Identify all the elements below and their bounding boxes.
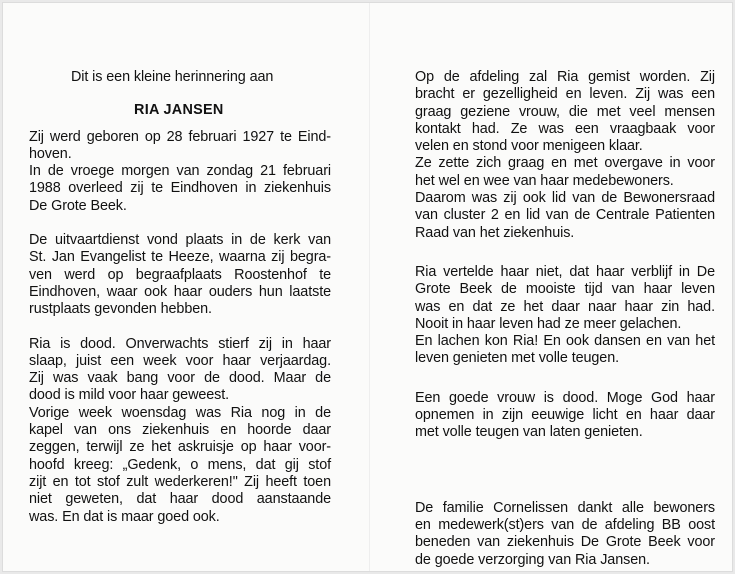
text-line: opnemen in zijn eeuwige licht en haar daar bbox=[415, 407, 715, 424]
text-line: De Grote Beek. bbox=[29, 197, 127, 214]
memorial-card bbox=[2, 2, 733, 572]
text-line: hoofd kreeg: „Gedenk, o mens, dat gij stof bbox=[29, 456, 331, 473]
text-line: kapel van ons ziekenhuis en hoorde daar bbox=[29, 422, 331, 439]
text-line: beneden van ziekenhuis De Grote Beek voor bbox=[415, 534, 715, 551]
left-page bbox=[29, 61, 331, 526]
funeral-paragraph bbox=[29, 232, 331, 318]
text-line: Eindhoven, waar ook haar ouders hun laatste bbox=[29, 283, 331, 300]
text-line: was. En dat is maar goed ook. bbox=[29, 508, 220, 525]
text-line: En lachen kon Ria! En ook dansen en van het bbox=[415, 333, 715, 350]
text-line: niet geweten, dat haar dood aanstaande bbox=[29, 491, 331, 508]
text-line: Raad van het ziekenhuis. bbox=[415, 224, 575, 241]
card-fold-line bbox=[369, 3, 370, 571]
text-line: Zij was vaak bang voor de dood. Maar de bbox=[29, 370, 331, 387]
text-line: 1988 overleed zij te Eindhoven in ziekenhuis bbox=[29, 180, 331, 197]
text-line: ven werd op begraafplaats Roostenhof te bbox=[29, 266, 331, 283]
text-line: kontakt had. Ze was een vraagbaak voor bbox=[415, 120, 715, 137]
text-line: Ria vertelde haar niet, dat haar verblijf in De bbox=[415, 263, 715, 280]
text-line: van cluster 2 en lid van de Centrale Patienten bbox=[415, 207, 715, 224]
text-line: bracht er gezelligheid en leven. Zij was een bbox=[415, 86, 715, 103]
text-line: het wel en wee van haar medebewoners. bbox=[415, 172, 674, 189]
text-line: Zij werd geboren op 28 februari 1927 te Eind- bbox=[29, 128, 331, 145]
text-line: was en dat ze het daar naar haar zin had. bbox=[415, 298, 715, 315]
text-line: De familie Cornelissen dankt alle bewoners bbox=[415, 499, 715, 516]
intro-text: Dit is een kleine herinnering aan bbox=[71, 69, 274, 85]
deceased-name: RIA JANSEN bbox=[134, 102, 224, 119]
text-line: zijt en tot stof zult wederkeren!" Zij heeft toen bbox=[29, 473, 331, 490]
text-line: de goede verzorging van Ria Jansen. bbox=[415, 551, 650, 568]
text-line: De uitvaartdienst vond plaats in de kerk van bbox=[29, 232, 331, 249]
thanks-paragraph bbox=[415, 500, 715, 569]
text-line: Een goede vrouw is dood. Moge God haar bbox=[415, 389, 715, 406]
text-line: Daarom was zij ook lid van de Bewonersraad bbox=[415, 190, 715, 207]
right-page bbox=[415, 61, 715, 569]
text-line: met volle teugen van laten genieten. bbox=[415, 424, 643, 441]
text-line: Ria is dood. Onverwachts stierf zij in haar bbox=[29, 335, 331, 352]
text-line: velen en stond voor menigeen klaar. bbox=[415, 138, 643, 155]
happiness-paragraph bbox=[415, 264, 715, 368]
remembrance-paragraph bbox=[29, 336, 331, 526]
text-line: dood is mild voor haar geweest. bbox=[29, 387, 230, 404]
birth-death-paragraph bbox=[29, 129, 331, 215]
text-line: Vorige week woensdag was Ria nog in de bbox=[29, 404, 331, 421]
text-line: Ze zette zich graag en met overgave in voor bbox=[415, 155, 715, 172]
text-line: en medewerk(st)ers van de afdeling BB oost bbox=[415, 516, 715, 533]
text-line: rustplaats gevonden hebben. bbox=[29, 301, 212, 318]
text-line: slaap, juist een week voor haar verjaardag. bbox=[29, 352, 331, 369]
prayer-paragraph bbox=[415, 390, 715, 442]
text-line: Grote Beek de mooiste tijd van haar leven bbox=[415, 281, 715, 298]
text-line: Op de afdeling zal Ria gemist worden. Zij bbox=[415, 69, 715, 85]
ward-paragraph bbox=[415, 69, 715, 242]
text-line: leven genieten met volle teugen. bbox=[415, 350, 620, 367]
text-line: In de vroege morgen van zondag 21 februari bbox=[29, 163, 331, 180]
text-line: St. Jan Evangelist te Heeze, waarna zij begra- bbox=[29, 249, 331, 266]
text-line: zeggen, terwijl ze het askruisje op haar voor- bbox=[29, 439, 331, 456]
text-line: graag geziene vrouw, die met veel mensen bbox=[415, 103, 715, 120]
text-line: Nooit in haar leven had ze meer gelachen. bbox=[415, 315, 682, 332]
text-line: hoven. bbox=[29, 145, 72, 162]
